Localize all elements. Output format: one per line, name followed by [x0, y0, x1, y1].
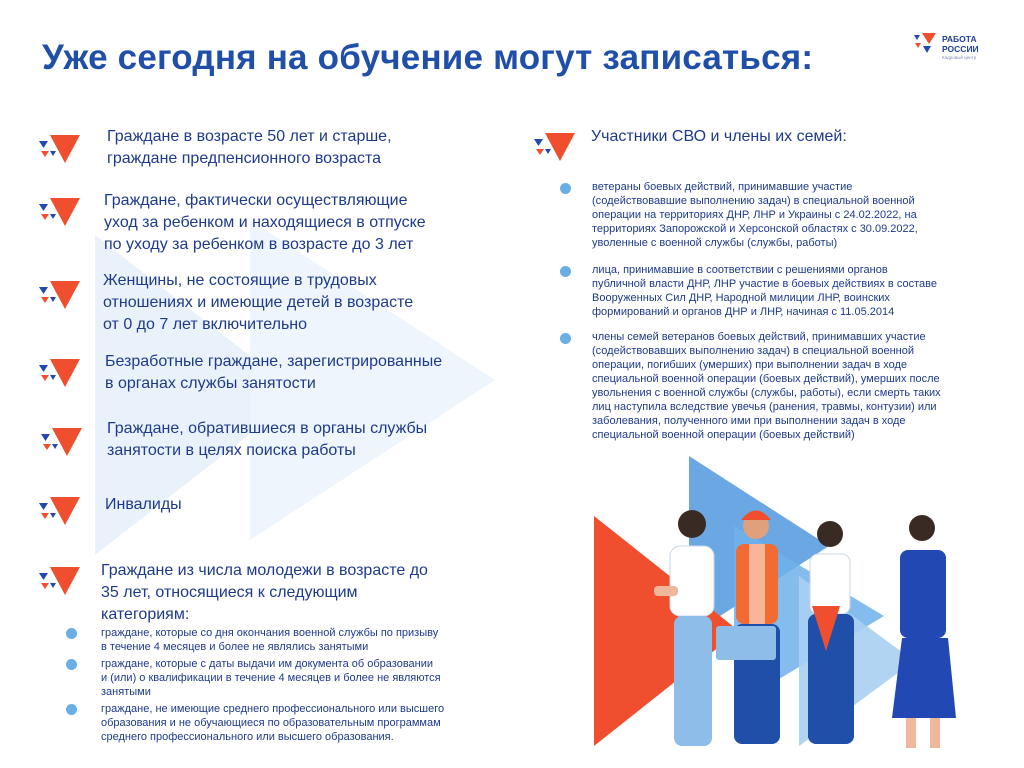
list-item-text: Граждане, фактически осуществляющие уход за ребенком и находящиеся в отпуске по уходу за ребенком в возрасте до 3 лет [104, 192, 426, 253]
list-item-text: Инвалиды [105, 496, 182, 513]
logo-subtitle: Кадровый центр [942, 55, 977, 60]
list-item-text: Женщины, не состоящие в трудовых отношениях и имеющие детей в возрасте от 0 до 7 лет включительно [103, 272, 414, 333]
page-title: Уже сегодня на обучение могут записаться: [42, 38, 814, 77]
svo-subitem: ветераны боевых действий, принимавшие участие (содействовавшие выполнению задач) в специальной военной операции на территориях ДНР, ЛНР и Украины с 24.02.2022, на территориях Запорожской и Херсонской областях с 30.09.2022, уволенные с военной службы (службы, работы) [592, 181, 918, 249]
youth-subitem: граждане, которые с даты выдачи им документа об образовании и (или) о квалификации в течение 4 месяцев и более не являются занятыми [101, 658, 441, 698]
triangle-marker-icon [38, 195, 82, 229]
list-item-text: Граждане, обратившиеся в органы службы занятости в целях поиска работы [107, 420, 428, 459]
triangle-marker-icon [38, 356, 82, 390]
triangle-marker-icon [38, 132, 82, 166]
rabota-rossii-logo [912, 32, 1002, 68]
svo-subitem: лица, принимавшие в соответствии с решениями органов публичной власти ДНР, ЛНР участие в боевых действиях в составе Вооруженных Сил ДНР, Народной милиции ЛНР, воинских формирований и органов ДНР и ЛНР, начиная с 11.05.2014 [592, 264, 937, 318]
youth-subitem: граждане, не имеющие среднего профессионального или высшего образования и не обучающиеся по образовательным программам среднего профессионального или высшего образования. [101, 703, 445, 743]
svo-heading: Участники СВО и члены их семей: [591, 128, 847, 145]
bullet-dot [560, 183, 571, 194]
logo-mark-icon [912, 32, 938, 58]
bullet-dot [560, 333, 571, 344]
youth-subitem: граждане, которые со дня окончания военной службы по призыву в течение 4 месяцев и более не являлись занятыми [101, 627, 439, 653]
triangle-marker-icon [38, 564, 82, 598]
bullet-dot [66, 704, 77, 715]
triangle-marker-icon [38, 494, 82, 528]
people-illustration [584, 456, 1004, 768]
triangle-marker-icon [38, 278, 82, 312]
list-item-text: Граждане из числа молодежи в возрасте до 35 лет, относящиеся к следующим категориям: [101, 562, 428, 623]
bullet-dot [66, 659, 77, 670]
triangle-marker-icon [40, 425, 84, 459]
bullet-dot [66, 628, 77, 639]
list-item-text: Безработные граждане, зарегистрированные в органах службы занятости [105, 353, 443, 392]
bullet-dot [560, 266, 571, 277]
list-item-text: Граждане в возрасте 50 лет и старше, граждане предпенсионного возраста [107, 128, 392, 167]
logo-title: РАБОТА РОССИИ [942, 34, 979, 54]
triangle-marker-icon [533, 130, 577, 164]
svo-subitem: члены семей ветеранов боевых действий, принимавших участие (содействовавших выполнению задач) в специальной военной операции, погибших (умерших) при выполнении задач в ходе специальной военной операции (боевых действий), умерших после увольнения с военной службы (службы, работы), если смерть таких лиц наступила вследствие увечья (ранения, травмы, контузии) или заболевания, полученного ими при выполнении задач в ходе специальной военной операции (боевых действий) [592, 331, 941, 441]
